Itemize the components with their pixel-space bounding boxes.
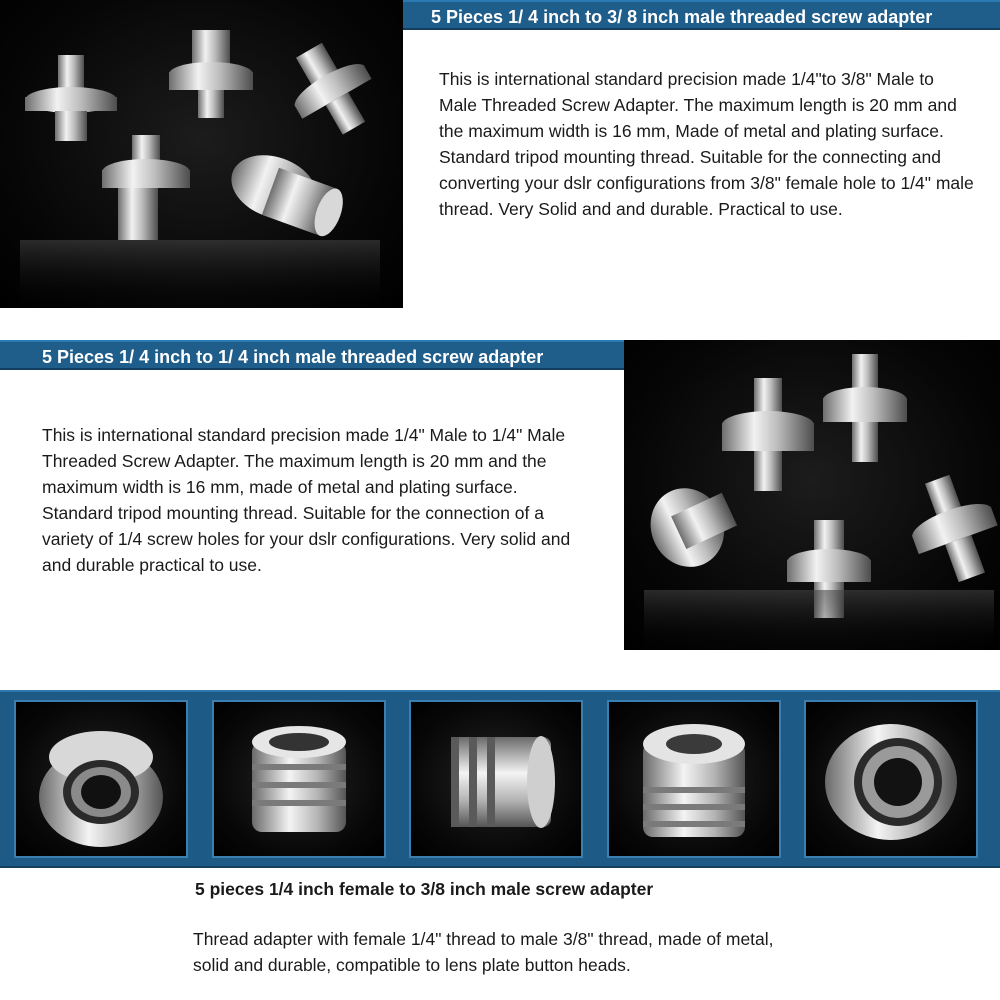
female-adapter-photo-4	[607, 700, 781, 858]
female-adapter-photo-strip	[0, 690, 1000, 868]
adapter-photo-2	[624, 340, 1000, 650]
section1-title-banner	[403, 0, 1000, 30]
section2-title-banner	[0, 340, 624, 370]
section1-paragraph2: Standard tripod mounting thread. Suitable for the connecting and converting your dslr configurations from 3/8" female hole to 1/4" male thread. Very Solid and and durable. Practical to use.	[439, 147, 974, 219]
section3-description	[193, 926, 793, 978]
section1-title: 5 Pieces 1/ 4 inch to 3/ 8 inch male threaded screw adapter	[431, 7, 933, 27]
section3-paragraph: Thread adapter with female 1/4" thread to male 3/8" thread, made of metal, solid and durable, compatible to lens plate button heads.	[193, 929, 774, 975]
female-adapter-photo-5	[804, 700, 978, 858]
section2-title: 5 Pieces 1/ 4 inch to 1/ 4 inch male threaded screw adapter	[42, 347, 544, 367]
female-adapter-photo-3	[409, 700, 583, 858]
adapter-photo-1	[0, 0, 403, 308]
section1-description	[439, 66, 974, 222]
section2-paragraph1: This is international standard precision made 1/4" Male to 1/4" Male Threaded Screw Adapter. The maximum length is 20 mm and the maximum width is 16 mm, made of metal and plating surface.	[42, 425, 566, 497]
section3-title: 5 pieces 1/4 inch female to 3/8 inch male screw adapter	[195, 879, 654, 899]
female-adapter-photo-1	[14, 700, 188, 858]
section1-paragraph1: This is international standard precision made 1/4"to 3/8" Male to Male Threaded Screw Adapter. The maximum length is 20 mm and the maximum width is 16 mm, Made of metal and plating surface.	[439, 69, 957, 141]
section2-paragraph2: Standard tripod mounting thread. Suitable for the connection of a variety of 1/4 screw holes for your dslr configurations. Very solid and and durable practical to use.	[42, 503, 571, 575]
section2-description	[42, 422, 590, 578]
female-adapter-photo-2	[212, 700, 386, 858]
